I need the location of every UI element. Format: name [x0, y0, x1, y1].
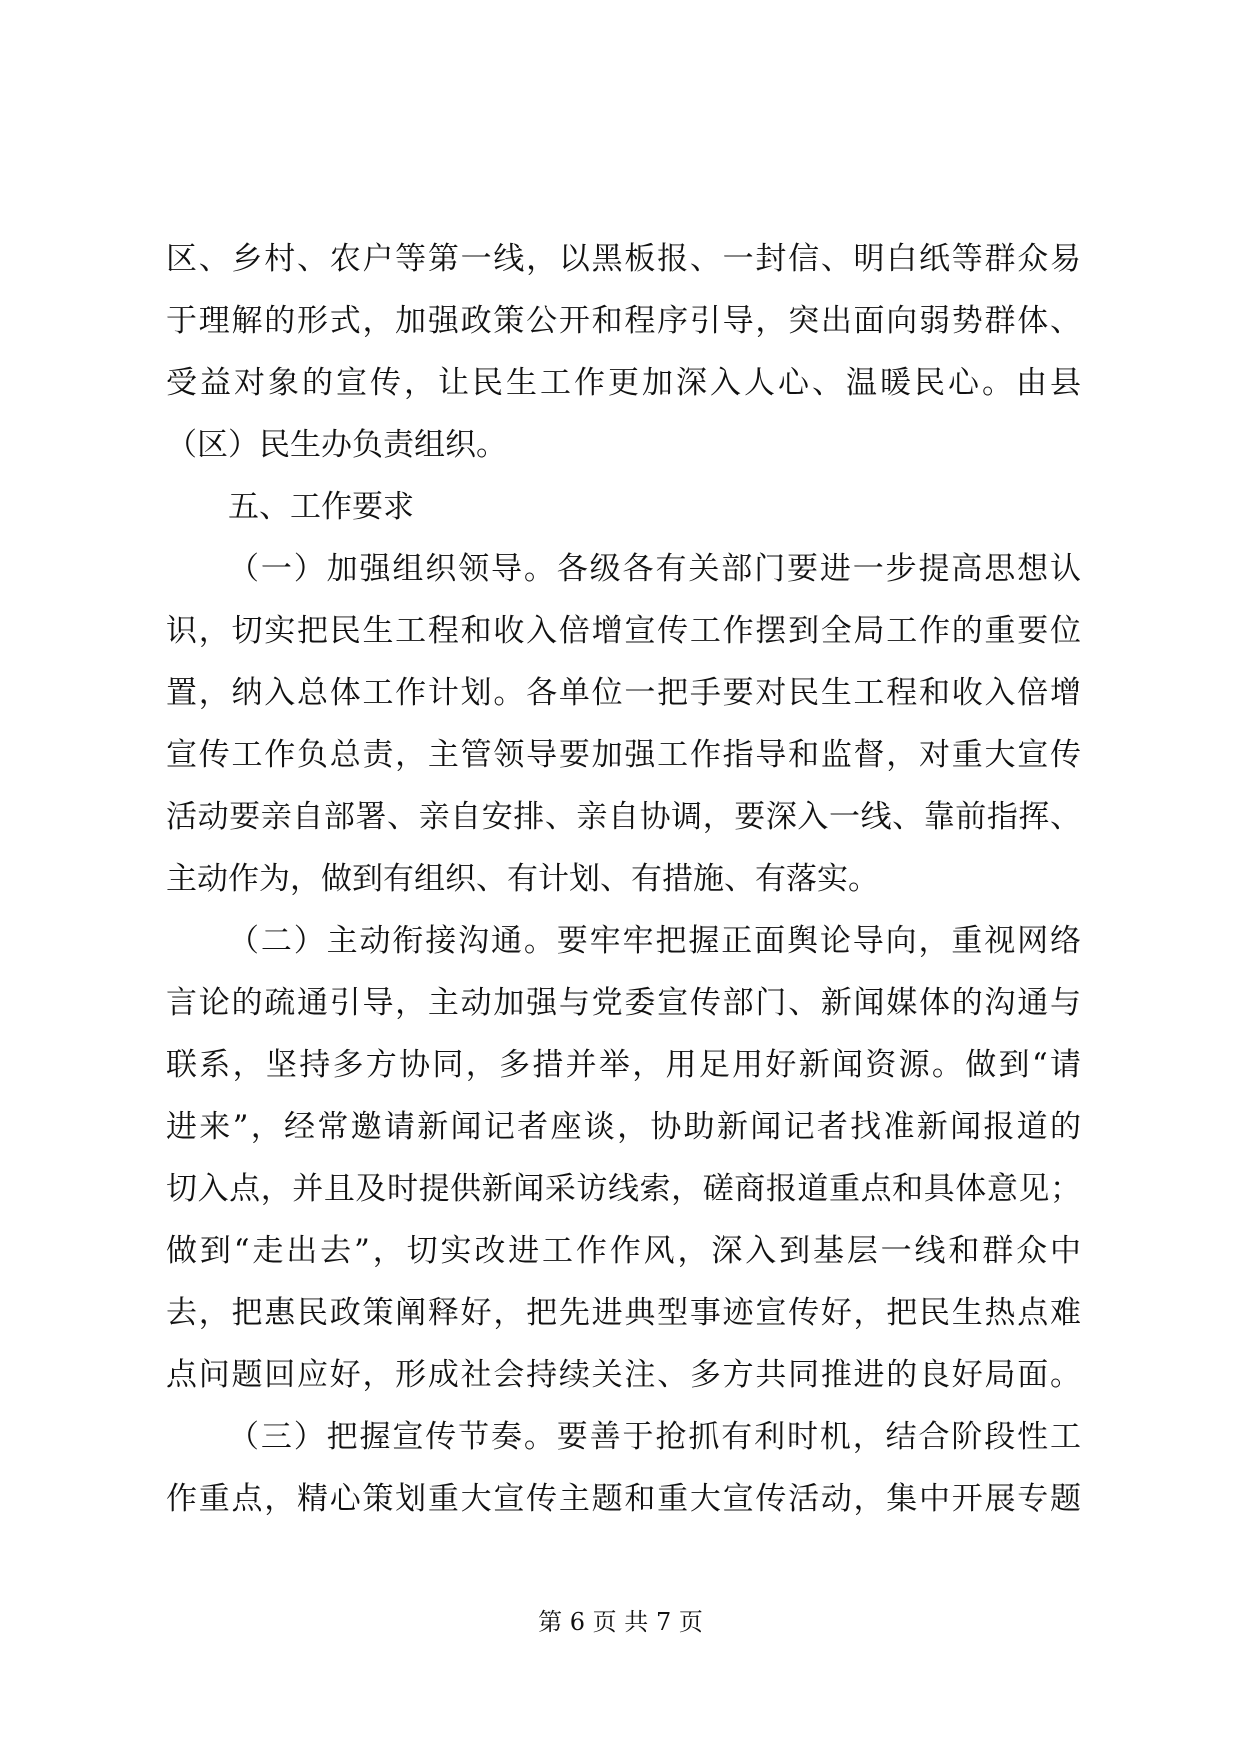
text-line: 进来”，经常邀请新闻记者座谈，协助新闻记者找准新闻报道的	[166, 1109, 1081, 1145]
text-line: 置，纳入总体工作计划。各单位一把手要对民生工程和收入倍增	[166, 675, 1081, 711]
text-line: 去，把惠民政策阐释好，把先进典型事迹宣传好，把民生热点难	[166, 1295, 1081, 1331]
text-line: 作重点，精心策划重大宣传主题和重大宣传活动，集中开展专题	[166, 1481, 1081, 1517]
text-line: 点问题回应好，形成社会持续关注、多方共同推进的良好局面。	[166, 1357, 1081, 1393]
text-line: 言论的疏通引导，主动加强与党委宣传部门、新闻媒体的沟通与	[166, 985, 1081, 1021]
text-line: 识，切实把民生工程和收入倍增宣传工作摆到全局工作的重要位	[166, 613, 1081, 649]
text-line: 主动作为，做到有组织、有计划、有措施、有落实。	[166, 861, 879, 897]
text-line: 于理解的形式，加强政策公开和程序引导，突出面向弱势群体、	[166, 303, 1081, 339]
text-line: 活动要亲自部署、亲自安排、亲自协调，要深入一线、靠前指挥、	[166, 799, 1081, 835]
text-line: 切入点，并且及时提供新闻采访线索，磋商报道重点和具体意见；	[166, 1171, 1081, 1207]
body-text	[166, 228, 1081, 1530]
text-line: 做到“走出去”，切实改进工作作风，深入到基层一线和群众中	[166, 1233, 1081, 1269]
page-number-footer: 第 6 页 共 7 页	[538, 1608, 703, 1636]
section-heading: 五、工作要求	[228, 489, 414, 525]
text-line: 联系，坚持多方协同，多措并举，用足用好新闻资源。做到“请	[166, 1047, 1081, 1083]
text-line: 区、乡村、农户等第一线，以黑板报、一封信、明白纸等群众易	[166, 241, 1081, 277]
text-line: （区）民生办负责组织。	[166, 427, 507, 463]
text-line: 受益对象的宣传，让民生工作更加深入人心、温暖民心。由县	[166, 365, 1081, 401]
paragraph-start-line: （三）把握宣传节奏。要善于抢抓有利时机，结合阶段性工	[228, 1419, 1081, 1455]
paragraph-start-line: （二）主动衔接沟通。要牢牢把握正面舆论导向，重视网络	[228, 923, 1081, 959]
paragraph-start-line: （一）加强组织领导。各级各有关部门要进一步提高思想认	[228, 551, 1081, 587]
text-line: 宣传工作负总责，主管领导要加强工作指导和监督，对重大宣传	[166, 737, 1081, 773]
